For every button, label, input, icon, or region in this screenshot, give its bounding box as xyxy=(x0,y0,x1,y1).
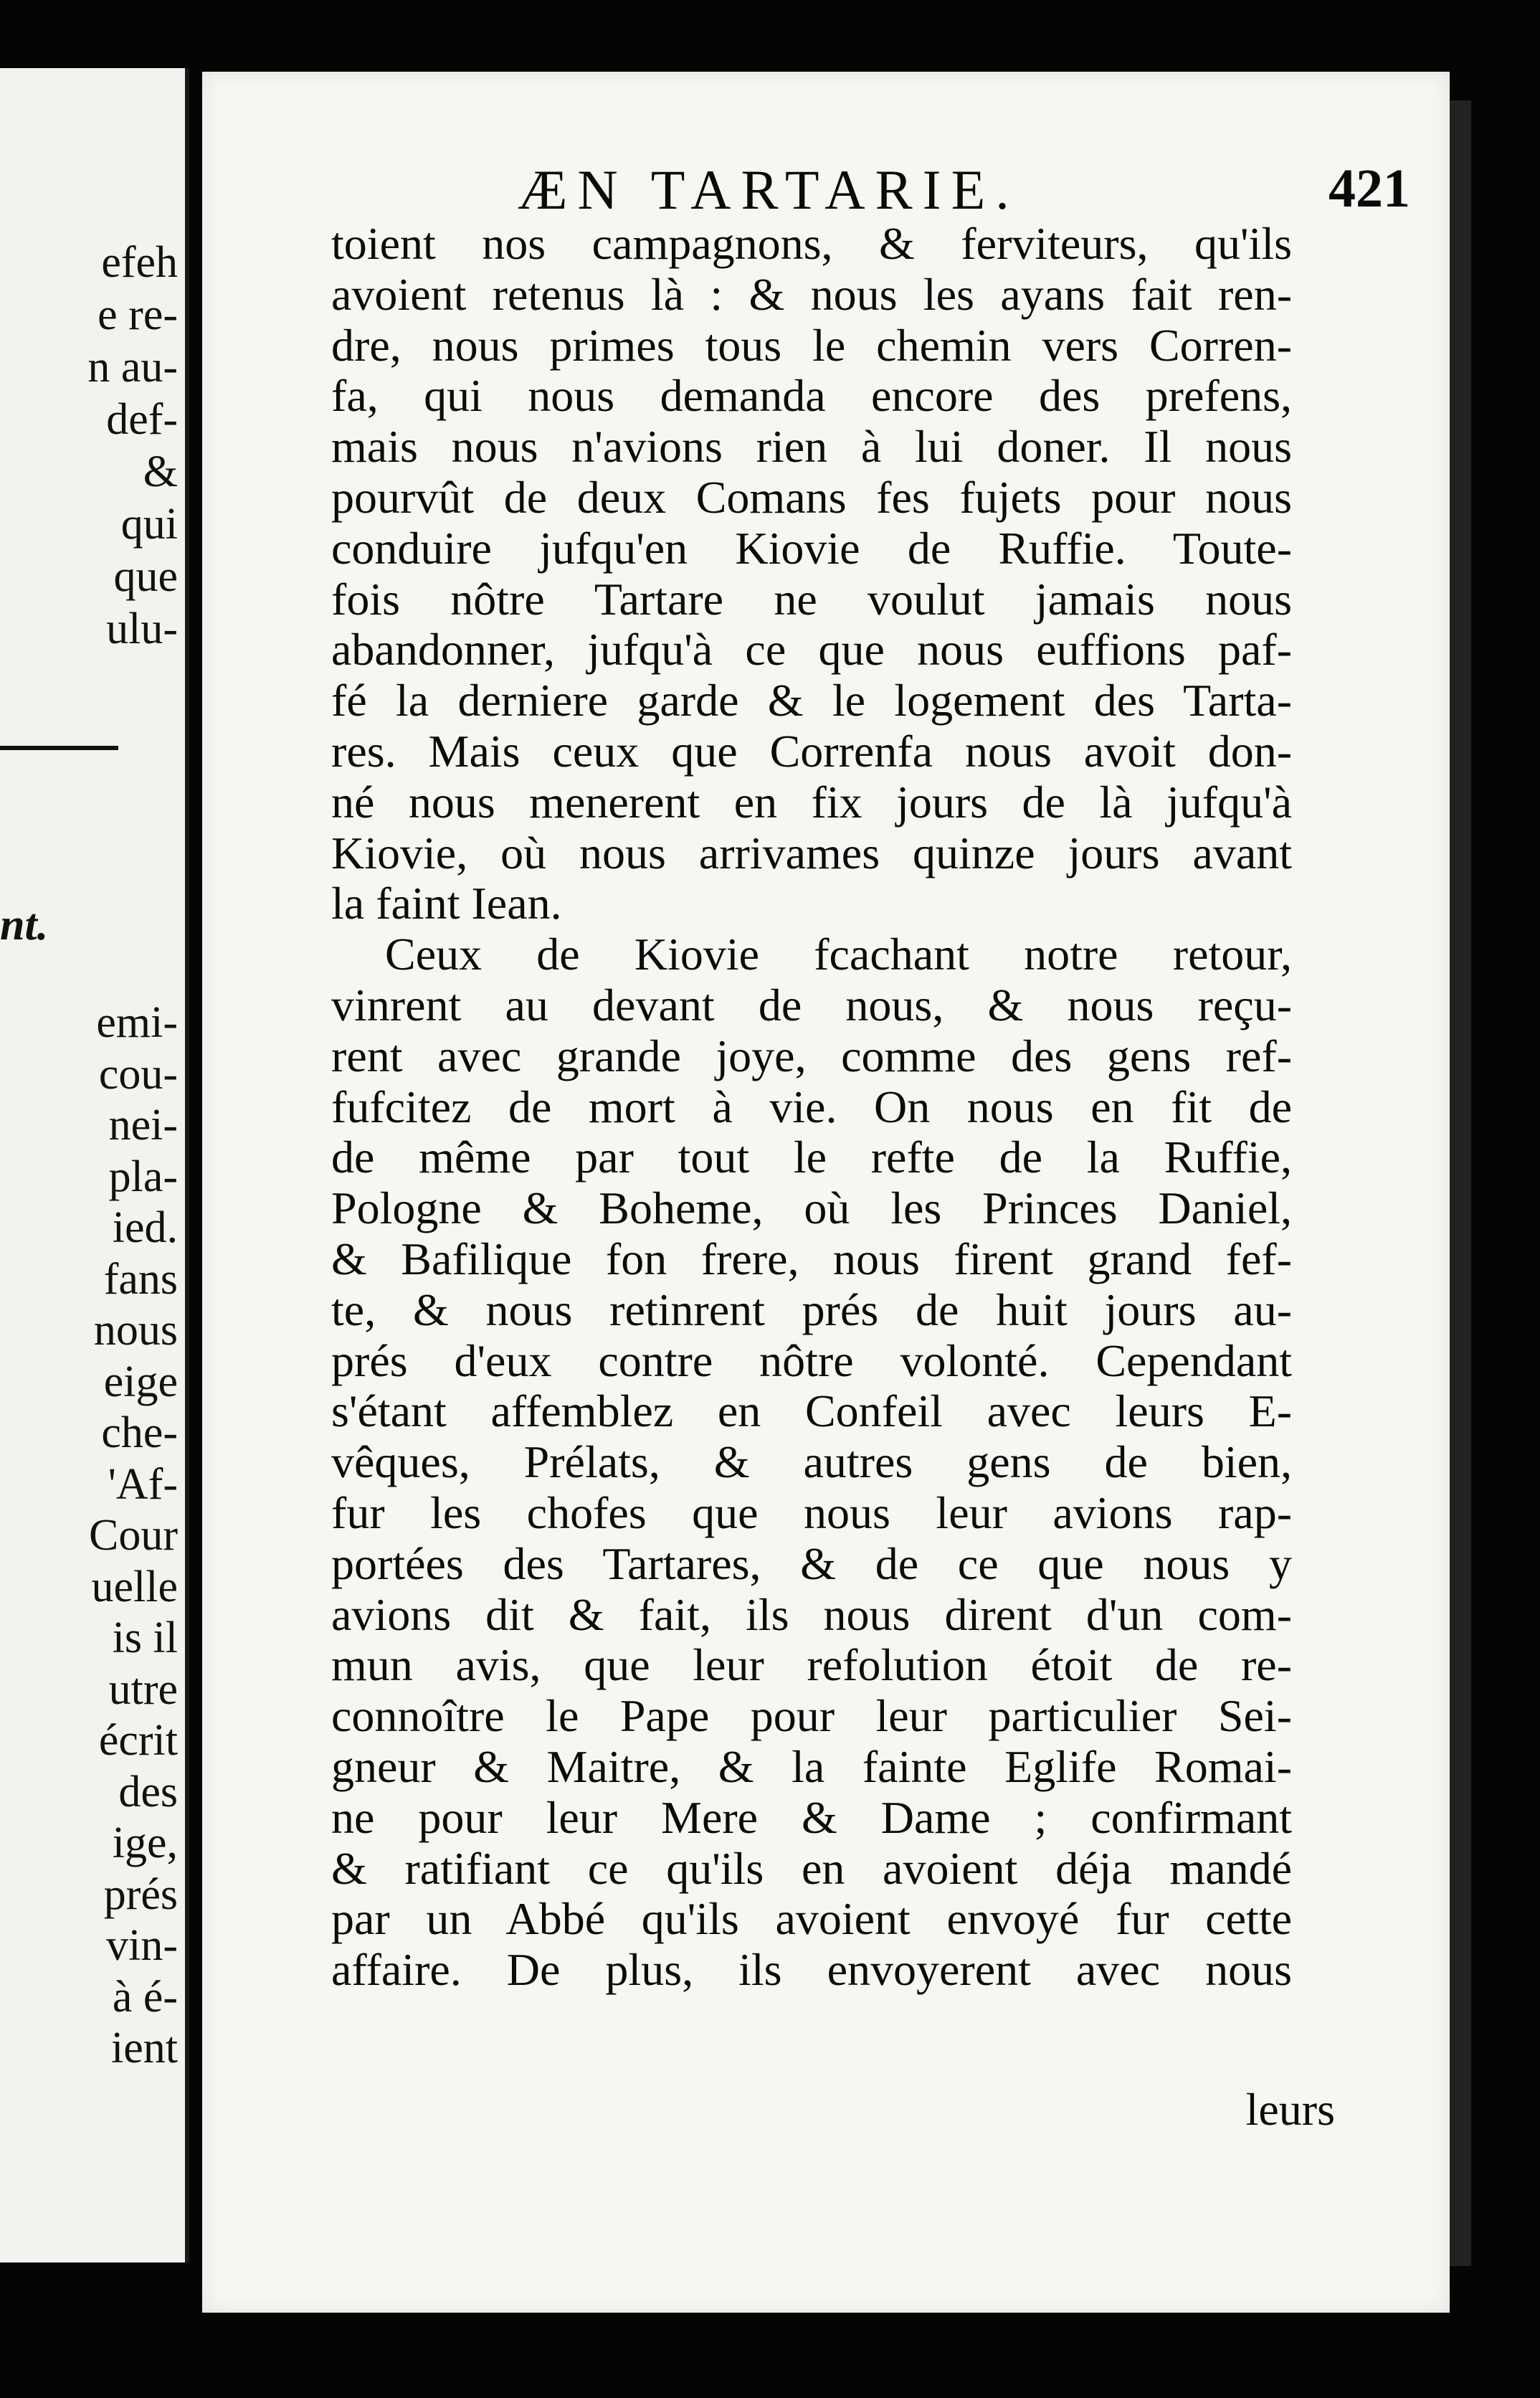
left-page-line-fragment: nei- xyxy=(108,1101,178,1150)
text-line: de même par tout le refte de la Ruffie, xyxy=(331,1132,1292,1183)
left-page-line-fragment: ulu- xyxy=(106,605,178,653)
left-page-line-fragment: n au- xyxy=(87,343,178,392)
text-line: s'étant affemblez en Confeil avec leurs E- xyxy=(331,1385,1292,1437)
left-page-line-fragment: pla- xyxy=(108,1152,178,1201)
text-line: dre, nous primes tous le chemin vers Corren- xyxy=(331,319,1292,371)
text-line: rent avec grande joye, comme des gens ref- xyxy=(331,1030,1292,1081)
left-page-line-fragment: que xyxy=(113,552,178,601)
left-page-line-fragment: ied. xyxy=(112,1203,178,1252)
running-head: ÆN TARTARIE. xyxy=(518,158,1019,221)
text-line: pourvût de deux Comans fes fujets pour nous xyxy=(331,471,1292,523)
page-header xyxy=(202,158,1450,222)
text-line: fa, qui nous demanda encore des prefens, xyxy=(331,370,1292,422)
left-page-line-fragment: & xyxy=(143,447,178,496)
page-number: 421 xyxy=(1329,158,1410,219)
left-page-line-fragment: cou- xyxy=(98,1049,178,1099)
text-line: gneur & Maitre, & la fainte Eglife Romai- xyxy=(331,1740,1292,1792)
page-edge-shadow xyxy=(1450,100,1471,2266)
text-line: né nous menerent en fix jours de là jufqu'à xyxy=(331,776,1292,828)
text-line: fufcitez de mort à vie. On nous en fit de xyxy=(331,1081,1292,1132)
text-line: par un Abbé qu'ils avoient envoyé fur cette xyxy=(331,1893,1292,1945)
page-body xyxy=(331,219,1292,1996)
text-line: & Bafilique fon frere, nous firent grand fef- xyxy=(331,1233,1292,1284)
left-page-line-fragment: eige xyxy=(103,1357,178,1406)
section-rule xyxy=(0,746,118,750)
text-line: res. Mais ceux que Correnfa nous avoit don- xyxy=(331,725,1292,777)
left-page-line-fragment: ige, xyxy=(112,1819,178,1867)
text-line: vêques, Prélats, & autres gens de bien, xyxy=(331,1436,1292,1488)
left-page-line-fragment: fans xyxy=(103,1254,178,1304)
text-line: connoître le Pape pour leur particulier Sei- xyxy=(331,1690,1292,1742)
left-page-line-fragment: is il xyxy=(112,1613,178,1662)
paragraph-2 xyxy=(331,929,1292,1996)
left-page-line-fragment: vin- xyxy=(106,1921,178,1970)
left-page-line-fragment: qui xyxy=(120,500,178,549)
left-page-line-fragment: nous xyxy=(93,1306,178,1355)
text-line: mais nous n'avions rien à lui doner. Il nous xyxy=(331,421,1292,473)
left-page-line-fragment: e re- xyxy=(98,290,178,339)
previous-page-fragment xyxy=(0,68,189,2262)
left-page-line-fragment: emi- xyxy=(96,998,178,1047)
text-line: mun avis, que leur refolution étoit de re- xyxy=(331,1639,1292,1691)
left-page-line-fragment: che- xyxy=(101,1408,178,1457)
text-line: avoient retenus là : & nous les ayans fait ren- xyxy=(331,268,1292,320)
left-page-line-fragment: utre xyxy=(108,1664,178,1714)
text-line: toient nos campagnons, & ferviteurs, qu'ils xyxy=(331,218,1292,269)
text-line: Kiovie, où nous arrivames quinze jours avant xyxy=(331,827,1292,878)
text-line: prés d'eux contre nôtre volonté. Cependant xyxy=(331,1335,1292,1386)
text-line: affaire. De plus, ils envoyerent avec nous xyxy=(331,1944,1292,1996)
text-line: abandonner, jufqu'à ce que nous euffions paf- xyxy=(331,624,1292,676)
left-page-line-fragment: prés xyxy=(103,1869,178,1919)
text-line: Ceux de Kiovie fcachant notre retour, xyxy=(385,929,1292,980)
text-line: avions dit & fait, ils nous dirent d'un com- xyxy=(331,1588,1292,1640)
left-page-line-fragment: uelle xyxy=(91,1562,178,1611)
text-line: te, & nous retinrent prés de huit jours au- xyxy=(331,1284,1292,1335)
text-line: vinrent au devant de nous, & nous reçu- xyxy=(331,979,1292,1030)
left-page-line-fragment: efeh xyxy=(101,238,178,287)
left-page-line-fragment: des xyxy=(118,1767,178,1816)
text-line: fois nôtre Tartare ne voulut jamais nous xyxy=(331,573,1292,625)
left-page-line-fragment: 'Af- xyxy=(108,1459,178,1509)
text-line: & ratifiant ce qu'ils en avoient déja mandé xyxy=(331,1842,1292,1894)
book-page-421 xyxy=(202,72,1450,2313)
left-page-line-fragment: à é- xyxy=(112,1972,178,2022)
left-page-line-fragment: def- xyxy=(106,395,178,444)
text-line: fé la derniere garde & le logement des Tarta- xyxy=(331,675,1292,726)
left-heading-fragment: nt. xyxy=(0,901,49,949)
left-page-line-fragment: écrit xyxy=(98,1716,178,1765)
text-line: fur les chofes que nous leur avions rap- xyxy=(331,1487,1292,1538)
text-line: conduire jufqu'en Kiovie de Ruffie. Toute- xyxy=(331,522,1292,574)
left-page-line-fragment: ient xyxy=(111,2024,178,2072)
text-line: portées des Tartares, & de ce que nous y xyxy=(331,1537,1292,1589)
text-line: la faint Iean. xyxy=(331,878,562,929)
left-page-line-fragment: Cour xyxy=(89,1511,178,1560)
text-line: ne pour leur Mere & Dame ; confirmant xyxy=(331,1791,1292,1843)
text-line: Pologne & Boheme, où les Princes Daniel, xyxy=(331,1183,1292,1234)
catchword: leurs xyxy=(1245,2084,1335,2135)
paragraph-1 xyxy=(331,219,1292,929)
